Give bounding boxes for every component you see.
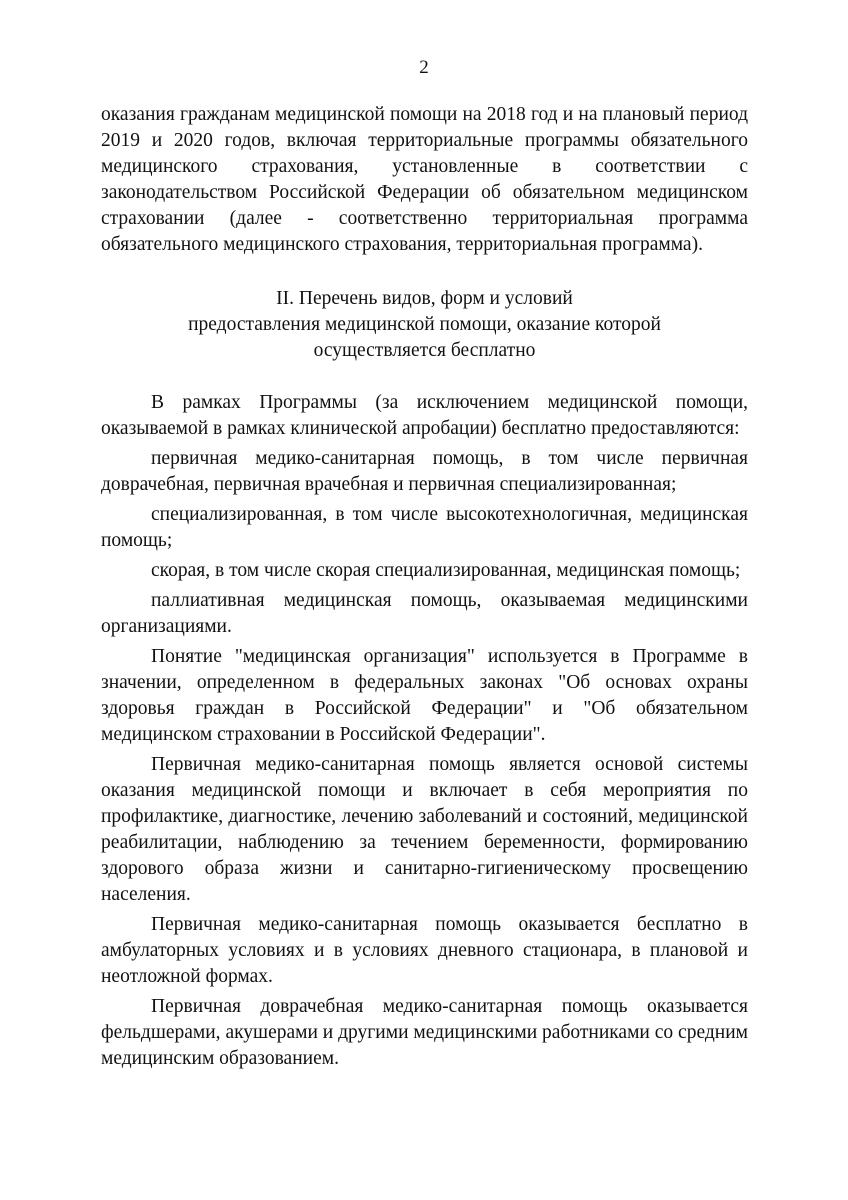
paragraph-emergency-care: скорая, в том числе скорая специализированная, медицинская помощь;	[151, 560, 741, 581]
section-title	[101, 286, 748, 364]
paragraph-primary-care-free: Первичная медико-санитарная помощь оказывается бесплатно в амбулаторных условиях и в условиях дневного стационара, в плановой и неотложной формах.	[101, 914, 748, 987]
intro-paragraph: оказания гражданам медицинской помощи на 2018 год и на плановый период 2019 и 2020 годов, включая территориальные программы обязательного медицинского страхования, установленные в соответствии с законодательством Российской Федерации об обязательном медицинском страховании (далее - соответственно территориальная программа обязательного медицинского страхования, территориальная программа).	[101, 104, 748, 255]
paragraph-medical-organization-definition: Понятие "медицинская организация" используется в Программе в значении, определенном в федеральных законах "Об основах охраны здоровья граждан в Российской Федерации" и "Об обязательном медицинском страховании в Российской Федерации".	[101, 646, 748, 745]
section-title-line-2: предоставления медицинской помощи, оказание которой	[188, 314, 661, 335]
page-number: 2	[419, 57, 429, 78]
paragraph-specialized-care: специализированная, в том числе высокотехнологичная, медицинская помощь;	[101, 504, 748, 551]
paragraph-primary-care-basis: Первичная медико-санитарная помощь является основой системы оказания медицинской помощи и включает в себя мероприятия по профилактике, диагностике, лечению заболеваний и состояний, медицинской реабилитации, наблюдению за течением беременности, формированию здорового образа жизни и санитарно-гигиеническому просвещению населения.	[101, 754, 748, 905]
paragraph-program-scope: В рамках Программы (за исключением медицинской помощи, оказываемой в рамках клинической апробации) бесплатно предоставляются:	[101, 392, 748, 439]
paragraph-primary-care: первичная медико-санитарная помощь, в том числе первичная доврачебная, первичная врачебная и первичная специализированная;	[101, 448, 748, 495]
paragraph-palliative-care: паллиативная медицинская помощь, оказываемая медицинскими организациями.	[101, 590, 748, 637]
document-body	[101, 102, 748, 1076]
section-title-line-1: II. Перечень видов, форм и условий	[276, 288, 573, 309]
section-title-line-3: осуществляется бесплатно	[313, 340, 536, 361]
paragraph-pre-doctor-care: Первичная доврачебная медико-санитарная помощь оказывается фельдшерами, акушерами и другими медицинскими работниками со средним медицинским образованием.	[101, 996, 748, 1069]
